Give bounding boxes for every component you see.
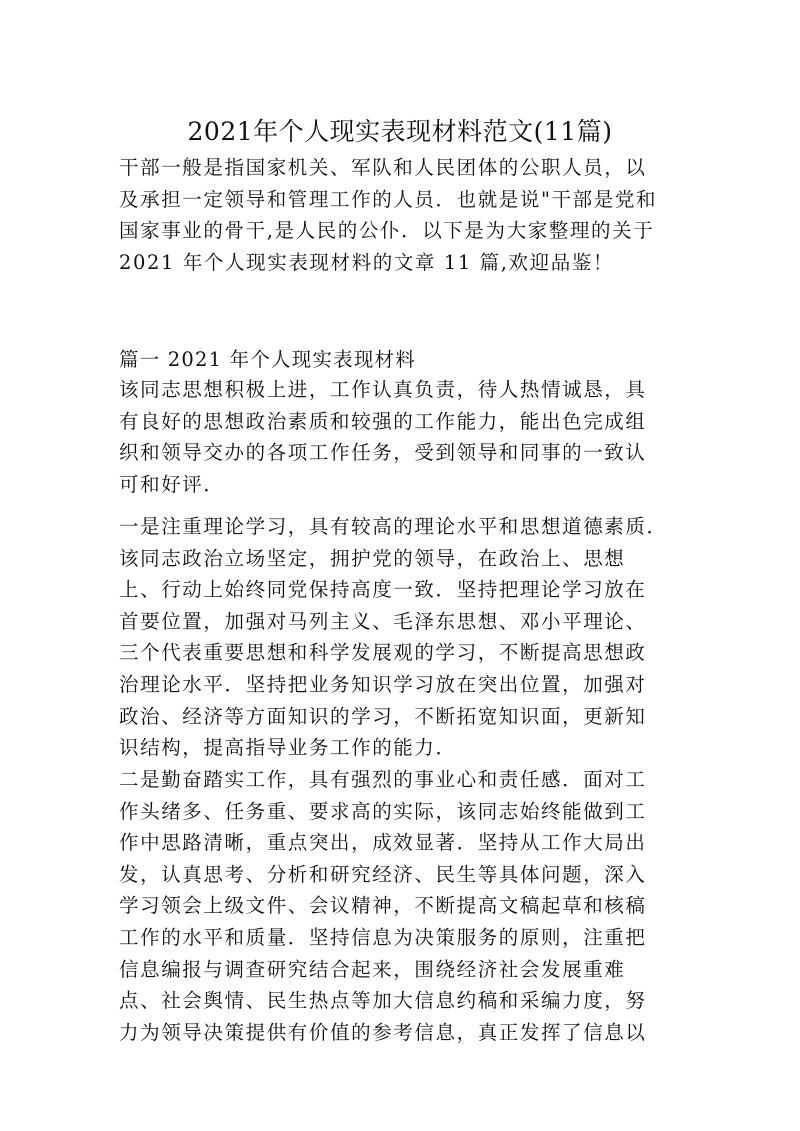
paragraph-line: 三个代表重要思想和科学发展观的学习，不断提高思想政 xyxy=(119,641,647,665)
intro-paragraph xyxy=(119,152,679,278)
paragraph-3 xyxy=(119,764,679,1048)
paragraph-line: 力为领导决策提供有价值的参考信息，真正发挥了信息以 xyxy=(119,1020,647,1044)
paragraph-line: 可和好评． xyxy=(119,472,225,496)
intro-line: 国家事业的骨干,是人民的公仆．以下是为大家整理的关于 xyxy=(119,219,655,243)
paragraph-line: 政治、经济等方面知识的学习，不断拓宽知识面，更新知 xyxy=(119,704,647,728)
section-heading: 篇一 2021 年个人现实表现材料 xyxy=(119,348,416,371)
document-title: 2021年个人现实表现材料范文(11篇) xyxy=(187,117,613,146)
paragraph-line: 该同志政治立场坚定，拥护党的领导，在政治上、思想 xyxy=(119,546,626,570)
paragraph-line: 作头绪多、任务重、要求高的实际，该同志始终能做到工 xyxy=(119,799,647,823)
intro-line: 及承担一定领导和管理工作的人员．也就是说"干部是党和 xyxy=(119,187,658,211)
paragraph-2 xyxy=(119,511,679,764)
paragraph-line: 首要位置，加强对马列主义、毛泽东思想、邓小平理论、 xyxy=(119,609,647,633)
paragraph-line: 二是勤奋踏实工作，具有强烈的事业心和责任感．面对工 xyxy=(119,768,647,791)
paragraph-line: 有良好的思想政治素质和较强的工作能力，能出色完成组 xyxy=(119,409,647,433)
paragraph-line: 识结构，提高指导业务工作的能力． xyxy=(119,736,457,760)
paragraph-line: 作中思路清晰，重点突出，成效显著．坚持从工作大局出 xyxy=(119,831,647,855)
paragraph-line: 信息编报与调查研究结合起来，围绕经济社会发展重难 xyxy=(119,957,626,981)
intro-line: 干部一般是指国家机关、军队和人民团体的公职人员，以 xyxy=(119,156,647,179)
intro-line: 2021 年个人现实表现材料的文章 11 篇,欢迎品鉴！ xyxy=(119,250,615,274)
paragraph-line: 织和领导交办的各项工作任务，受到领导和同事的一致认 xyxy=(119,441,647,465)
section-heading-block xyxy=(119,344,679,376)
paragraph-line: 该同志思想积极上进，工作认真负责，待人热情诚恳，具 xyxy=(119,378,647,401)
paragraph-line: 学习领会上级文件、会议精神，不断提高文稿起草和核稿 xyxy=(119,894,647,918)
paragraph-line: 上、行动上始终同党保持高度一致．坚持把理论学习放在 xyxy=(119,578,647,602)
paragraph-line: 发，认真思考、分析和研究经济、民生等具体问题，深入 xyxy=(119,862,647,886)
paragraph-1 xyxy=(119,374,679,500)
paragraph-line: 工作的水平和质量．坚持信息为决策服务的原则，注重把 xyxy=(119,925,647,949)
paragraph-line: 治理论水平．坚持把业务知识学习放在突出位置，加强对 xyxy=(119,672,647,696)
paragraph-line: 一是注重理论学习，具有较高的理论水平和思想道德素质． xyxy=(119,515,668,538)
paragraph-line: 点、社会舆情、民生热点等加大信息约稿和采编力度，努 xyxy=(119,989,647,1013)
